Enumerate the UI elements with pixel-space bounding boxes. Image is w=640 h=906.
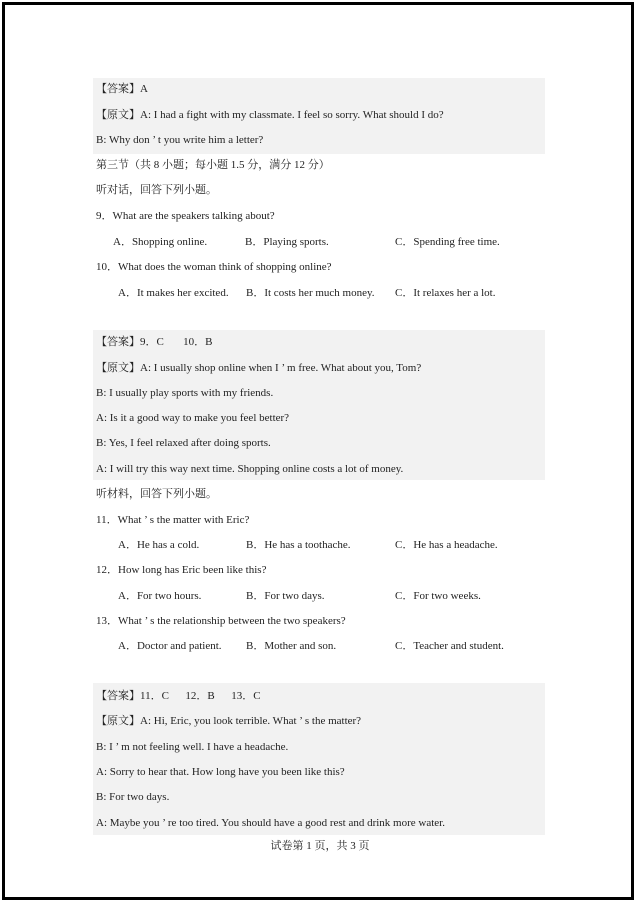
instruction: 听材料，回答下列小题。: [96, 488, 217, 500]
option-b: B．Mother and son.: [246, 640, 337, 652]
answer-block-3: [93, 683, 545, 835]
transcript-line: A: Maybe you ’ re too tired. You should have a good rest and drink more water.: [96, 817, 445, 829]
transcript-line: B: For two days.: [96, 791, 170, 803]
answer-label: 【答案】A: [96, 83, 148, 95]
transcript-line: B: I usually play sports with my friends.: [96, 387, 274, 399]
option-b: B．For two days.: [246, 590, 325, 602]
section-title: 第三节（共 8 小题；每小题 1.5 分，满分 12 分）: [96, 159, 330, 171]
option-b: B．Playing sports.: [245, 236, 329, 248]
page-footer: 试卷第 1 页，共 3 页: [270, 840, 370, 852]
question-9: 9．What are the speakers talking about?: [96, 210, 275, 222]
option-c: C．Spending free time.: [395, 236, 500, 248]
transcript-line: 【原文】A: I had a fight with my classmate. I feel so sorry. What should I do?: [96, 109, 444, 121]
option-a: A．It makes her excited.: [118, 287, 229, 299]
transcript-line: A: I will try this way next time. Shopping online costs a lot of money.: [96, 463, 404, 475]
transcript-line: A: Is it a good way to make you feel better?: [96, 412, 290, 424]
question-10: 10．What does the woman think of shopping online?: [96, 261, 332, 273]
option-a: A．He has a cold.: [118, 539, 200, 551]
option-c: C．It relaxes her a lot.: [395, 287, 496, 299]
transcript-line: B: Why don ’ t you write him a letter?: [96, 134, 264, 146]
option-a: A．For two hours.: [118, 590, 202, 602]
instruction: 听对话，回答下列小题。: [96, 184, 217, 196]
transcript-line: 【原文】A: Hi, Eric, you look terrible. What ’ s the matter?: [96, 715, 362, 727]
transcript-line: B: I ’ m not feeling well. I have a headache.: [96, 741, 289, 753]
question-11: 11．What ’ s the matter with Eric?: [96, 514, 250, 526]
transcript-line: A: Sorry to hear that. How long have you been like this?: [96, 766, 345, 778]
option-a: A．Doctor and patient.: [118, 640, 222, 652]
option-c: C．Teacher and student.: [395, 640, 504, 652]
answer-label: 【答案】11．C 12．B 13．C: [96, 690, 261, 702]
option-c: C．For two weeks.: [395, 590, 481, 602]
option-a: A．Shopping online.: [113, 236, 208, 248]
option-b: B．He has a toothache.: [246, 539, 351, 551]
option-b: B．It costs her much money.: [246, 287, 375, 299]
transcript-line: B: Yes, I feel relaxed after doing sports.: [96, 437, 271, 449]
answer-block-2: [93, 330, 545, 480]
question-12: 12．How long has Eric been like this?: [96, 564, 267, 576]
question-13: 13．What ’ s the relationship between the two speakers?: [96, 615, 346, 627]
answer-label: 【答案】9．C 10．B: [96, 336, 213, 348]
transcript-line: 【原文】A: I usually shop online when I ’ m free. What about you, Tom?: [96, 362, 422, 374]
option-c: C．He has a headache.: [395, 539, 498, 551]
